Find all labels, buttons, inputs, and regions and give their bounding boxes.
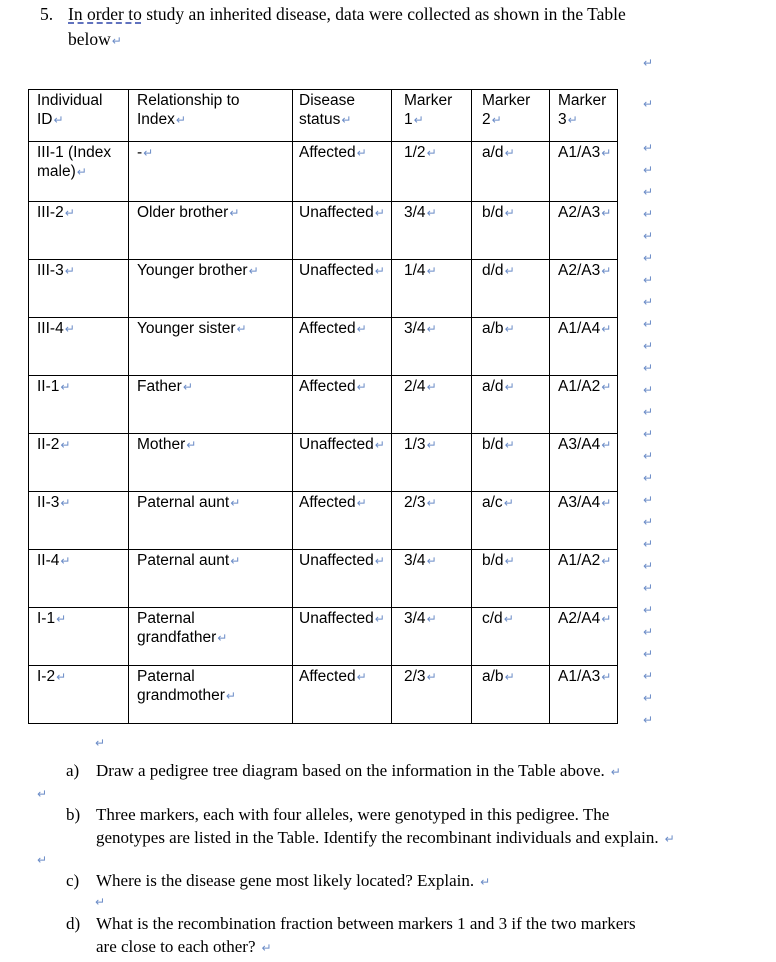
return-mark-icon: ↵ xyxy=(413,113,424,127)
return-mark-icon: ↵ xyxy=(53,113,64,127)
subquestion-text xyxy=(96,759,621,784)
return-mark-icon: ↵ xyxy=(64,264,75,278)
return-mark-icon: ↵ xyxy=(356,380,367,394)
return-mark-icon: ↵ xyxy=(374,612,385,626)
cell-text: a/d xyxy=(482,378,504,395)
header-text: Marker xyxy=(404,92,453,109)
cell-text: Affected xyxy=(299,144,356,161)
return-mark-icon: ↵ xyxy=(64,322,75,336)
return-mark-icon: ↵ xyxy=(503,612,514,626)
return-mark-icon: ↵ xyxy=(217,631,228,645)
cell-disease-status xyxy=(293,550,392,608)
return-mark-icon: ↵ xyxy=(426,380,437,394)
cell-text: Older brother xyxy=(137,204,229,221)
subquestion-line: Where is the disease gene most likely located? Explain. xyxy=(96,871,475,890)
cell-marker-3 xyxy=(550,142,618,202)
header-text: Relationship to xyxy=(137,92,240,109)
cell-text: 1/4 xyxy=(404,262,426,279)
header-text: Disease xyxy=(299,92,355,109)
return-mark-icon: ↵ xyxy=(95,895,106,909)
cell-text: III-2 xyxy=(37,204,64,221)
header-text: Individual xyxy=(37,92,103,109)
cell-text: Mother xyxy=(137,436,186,453)
return-mark-icon: ↵ xyxy=(230,554,241,568)
cell-text: III-3 xyxy=(37,262,64,279)
cell-marker-3 xyxy=(550,550,618,608)
cell-disease-status xyxy=(293,202,392,260)
return-mark-icon: ↵ xyxy=(426,670,437,684)
cell-marker-1 xyxy=(392,260,472,318)
return-mark-icon: ↵ xyxy=(504,206,515,220)
return-mark-icon: ↵ xyxy=(643,317,654,331)
cell-text: 2/4 xyxy=(404,378,426,395)
cell-individual-id xyxy=(29,142,129,202)
return-mark-icon: ↵ xyxy=(426,206,437,220)
cell-disease-status xyxy=(293,492,392,550)
cell-text: A2/A3 xyxy=(558,204,601,221)
cell-relationship xyxy=(129,260,293,318)
cell-marker-3 xyxy=(550,608,618,666)
return-mark-icon: ↵ xyxy=(175,113,186,127)
return-mark-icon: ↵ xyxy=(643,229,654,243)
column-header xyxy=(29,90,129,142)
cell-marker-2 xyxy=(472,260,550,318)
cell-marker-2 xyxy=(472,666,550,724)
return-mark-icon: ↵ xyxy=(664,832,675,846)
return-mark-icon: ↵ xyxy=(182,380,193,394)
return-mark-icon: ↵ xyxy=(643,295,654,309)
subquestion-line: Draw a pedigree tree diagram based on the information in the Table above. xyxy=(96,761,605,780)
subquestion-text xyxy=(96,912,636,960)
header-text: 1 xyxy=(404,111,413,128)
return-mark-icon: ↵ xyxy=(601,554,612,568)
spellcheck-underlined-text: In order to xyxy=(68,4,142,24)
return-mark-icon: ↵ xyxy=(601,612,612,626)
cell-text: A3/A4 xyxy=(558,436,601,453)
cell-text: Unaffected xyxy=(299,436,374,453)
cell-text: A1/A4 xyxy=(558,320,601,337)
return-mark-icon: ↵ xyxy=(426,146,437,160)
return-mark-icon: ↵ xyxy=(643,97,654,111)
cell-marker-1 xyxy=(392,666,472,724)
return-mark-icon: ↵ xyxy=(374,206,385,220)
cell-marker-2 xyxy=(472,142,550,202)
cell-individual-id xyxy=(29,202,129,260)
return-mark-icon: ↵ xyxy=(56,612,67,626)
subquestion-text xyxy=(96,869,490,894)
subquestion-text xyxy=(96,803,675,851)
cell-text: Paternal aunt xyxy=(137,494,230,511)
subquestion-line: are close to each other? xyxy=(96,937,256,956)
cell-individual-id xyxy=(29,318,129,376)
cell-disease-status xyxy=(293,376,392,434)
cell-marker-3 xyxy=(550,492,618,550)
table-row xyxy=(29,608,618,666)
cell-text: Affected xyxy=(299,494,356,511)
cell-text: II-3 xyxy=(37,494,60,511)
cell-text: III-1 (Index xyxy=(37,144,112,161)
cell-marker-2 xyxy=(472,492,550,550)
cell-text: Unaffected xyxy=(299,262,374,279)
return-mark-icon: ↵ xyxy=(356,322,367,336)
header-text: 3 xyxy=(558,111,567,128)
return-mark-icon: ↵ xyxy=(643,669,654,683)
subquestion-label: d) xyxy=(66,914,81,933)
header-text: ID xyxy=(37,111,53,128)
cell-text: 2/3 xyxy=(404,494,426,511)
subquestion-line: What is the recombination fraction between markers 1 and 3 if the two markers xyxy=(96,914,636,933)
return-mark-icon: ↵ xyxy=(643,581,654,595)
subquestion-label: c) xyxy=(66,871,80,890)
return-mark-icon: ↵ xyxy=(643,56,654,70)
cell-relationship xyxy=(129,492,293,550)
cell-individual-id xyxy=(29,376,129,434)
question-line-2 xyxy=(68,27,122,53)
cell-relationship xyxy=(129,202,293,260)
cell-marker-3 xyxy=(550,434,618,492)
cell-relationship xyxy=(129,666,293,724)
column-header xyxy=(293,90,392,142)
return-mark-icon: ↵ xyxy=(643,647,654,661)
return-mark-icon: ↵ xyxy=(491,113,502,127)
cell-text: a/c xyxy=(482,494,503,511)
return-mark-icon: ↵ xyxy=(504,264,515,278)
cell-text: Unaffected xyxy=(299,204,374,221)
return-mark-icon: ↵ xyxy=(610,765,621,779)
return-mark-icon: ↵ xyxy=(60,380,71,394)
cell-marker-3 xyxy=(550,318,618,376)
return-mark-icon: ↵ xyxy=(56,670,67,684)
return-mark-icon: ↵ xyxy=(341,113,352,127)
return-mark-icon: ↵ xyxy=(261,941,272,955)
return-mark-icon: ↵ xyxy=(374,554,385,568)
return-mark-icon: ↵ xyxy=(643,251,654,265)
return-mark-icon: ↵ xyxy=(643,141,654,155)
cell-text: - xyxy=(137,144,143,161)
return-mark-icon: ↵ xyxy=(643,625,654,639)
return-mark-icon: ↵ xyxy=(643,449,654,463)
cell-text: II-2 xyxy=(37,436,60,453)
genotype-table xyxy=(28,89,618,724)
cell-text: II-4 xyxy=(37,552,60,569)
return-mark-icon: ↵ xyxy=(111,34,122,48)
cell-individual-id xyxy=(29,492,129,550)
table-row xyxy=(29,318,618,376)
return-mark-icon: ↵ xyxy=(225,689,236,703)
return-mark-icon: ↵ xyxy=(356,670,367,684)
cell-marker-3 xyxy=(550,202,618,260)
return-mark-icon: ↵ xyxy=(374,264,385,278)
return-mark-icon: ↵ xyxy=(504,670,515,684)
return-mark-icon: ↵ xyxy=(64,206,75,220)
cell-text: a/d xyxy=(482,144,504,161)
subquestion-label: a) xyxy=(66,761,80,780)
cell-text: Paternal xyxy=(137,610,195,627)
return-mark-icon: ↵ xyxy=(601,670,612,684)
return-mark-icon: ↵ xyxy=(567,113,578,127)
cell-disease-status xyxy=(293,260,392,318)
return-mark-icon: ↵ xyxy=(426,438,437,452)
return-mark-icon: ↵ xyxy=(643,713,654,727)
return-mark-icon: ↵ xyxy=(37,787,48,801)
return-mark-icon: ↵ xyxy=(426,322,437,336)
return-mark-icon: ↵ xyxy=(601,206,612,220)
cell-text: Paternal aunt xyxy=(137,552,230,569)
return-mark-icon: ↵ xyxy=(480,875,491,889)
header-text: status xyxy=(299,111,341,128)
return-mark-icon: ↵ xyxy=(643,273,654,287)
header-text: Index xyxy=(137,111,175,128)
cell-marker-1 xyxy=(392,550,472,608)
subquestion-line: Three markers, each with four alleles, were genotyped in this pedigree. The xyxy=(96,805,610,824)
cell-text: I-2 xyxy=(37,668,56,685)
cell-relationship xyxy=(129,318,293,376)
cell-marker-1 xyxy=(392,434,472,492)
return-mark-icon: ↵ xyxy=(643,207,654,221)
cell-marker-1 xyxy=(392,608,472,666)
cell-text: b/d xyxy=(482,204,504,221)
cell-text: Unaffected xyxy=(299,552,374,569)
cell-text: Unaffected xyxy=(299,610,374,627)
return-mark-icon: ↵ xyxy=(503,496,514,510)
cell-text: A1/A3 xyxy=(558,144,601,161)
cell-text: a/b xyxy=(482,320,504,337)
cell-disease-status xyxy=(293,318,392,376)
column-header xyxy=(472,90,550,142)
cell-text: 1/2 xyxy=(404,144,426,161)
return-mark-icon: ↵ xyxy=(504,146,515,160)
question-number: 5. xyxy=(40,4,54,24)
question-line-1-rest: study an inherited disease, data were collected as shown in the Table xyxy=(141,4,626,24)
cell-individual-id xyxy=(29,608,129,666)
cell-marker-2 xyxy=(472,608,550,666)
cell-marker-1 xyxy=(392,142,472,202)
return-mark-icon: ↵ xyxy=(248,264,259,278)
cell-disease-status xyxy=(293,608,392,666)
cell-marker-3 xyxy=(550,666,618,724)
cell-text: b/d xyxy=(482,552,504,569)
return-mark-icon: ↵ xyxy=(643,603,654,617)
cell-text: 3/4 xyxy=(404,204,426,221)
return-mark-icon: ↵ xyxy=(601,146,612,160)
cell-text: 2/3 xyxy=(404,668,426,685)
table-row xyxy=(29,492,618,550)
cell-disease-status xyxy=(293,434,392,492)
cell-text: d/d xyxy=(482,262,504,279)
return-mark-icon: ↵ xyxy=(426,612,437,626)
column-header xyxy=(129,90,293,142)
cell-text: A2/A4 xyxy=(558,610,601,627)
table-row xyxy=(29,550,618,608)
cell-marker-2 xyxy=(472,550,550,608)
return-mark-icon: ↵ xyxy=(426,264,437,278)
cell-marker-1 xyxy=(392,202,472,260)
table-row xyxy=(29,434,618,492)
return-mark-icon: ↵ xyxy=(186,438,197,452)
return-mark-icon: ↵ xyxy=(76,165,87,179)
return-mark-icon: ↵ xyxy=(236,322,247,336)
return-mark-icon: ↵ xyxy=(643,405,654,419)
cell-marker-2 xyxy=(472,202,550,260)
return-mark-icon: ↵ xyxy=(643,163,654,177)
cell-relationship xyxy=(129,376,293,434)
subquestion-label: b) xyxy=(66,805,81,824)
column-header xyxy=(550,90,618,142)
cell-text: 3/4 xyxy=(404,320,426,337)
return-mark-icon: ↵ xyxy=(643,383,654,397)
table-row xyxy=(29,376,618,434)
cell-text: II-1 xyxy=(37,378,60,395)
column-header xyxy=(392,90,472,142)
return-mark-icon: ↵ xyxy=(643,471,654,485)
cell-individual-id xyxy=(29,260,129,318)
cell-text: A3/A4 xyxy=(558,494,601,511)
return-mark-icon: ↵ xyxy=(229,206,240,220)
return-mark-icon: ↵ xyxy=(643,537,654,551)
cell-text: A1/A2 xyxy=(558,552,601,569)
cell-text: 1/3 xyxy=(404,436,426,453)
return-mark-icon: ↵ xyxy=(601,322,612,336)
return-mark-icon: ↵ xyxy=(37,853,48,867)
cell-marker-2 xyxy=(472,434,550,492)
cell-text: 3/4 xyxy=(404,552,426,569)
cell-relationship xyxy=(129,550,293,608)
cell-marker-1 xyxy=(392,376,472,434)
return-mark-icon: ↵ xyxy=(643,691,654,705)
cell-text: a/b xyxy=(482,668,504,685)
cell-individual-id xyxy=(29,434,129,492)
return-mark-icon: ↵ xyxy=(143,146,154,160)
return-mark-icon: ↵ xyxy=(504,554,515,568)
return-mark-icon: ↵ xyxy=(60,438,71,452)
return-mark-icon: ↵ xyxy=(601,380,612,394)
return-mark-icon: ↵ xyxy=(643,185,654,199)
cell-text: Affected xyxy=(299,320,356,337)
cell-relationship xyxy=(129,608,293,666)
cell-text: male) xyxy=(37,163,76,180)
return-mark-icon: ↵ xyxy=(426,496,437,510)
cell-marker-3 xyxy=(550,376,618,434)
cell-marker-1 xyxy=(392,318,472,376)
return-mark-icon: ↵ xyxy=(356,146,367,160)
question-line-2-text: below xyxy=(68,29,111,49)
cell-marker-2 xyxy=(472,318,550,376)
cell-text: Father xyxy=(137,378,182,395)
table-row xyxy=(29,142,618,202)
cell-text: A1/A2 xyxy=(558,378,601,395)
cell-text: Affected xyxy=(299,378,356,395)
return-mark-icon: ↵ xyxy=(60,554,71,568)
cell-text: grandfather xyxy=(137,629,217,646)
cell-text: Paternal xyxy=(137,668,195,685)
cell-individual-id xyxy=(29,550,129,608)
return-mark-icon: ↵ xyxy=(504,380,515,394)
return-mark-icon: ↵ xyxy=(504,322,515,336)
cell-marker-2 xyxy=(472,376,550,434)
cell-disease-status xyxy=(293,666,392,724)
cell-text: b/d xyxy=(482,436,504,453)
return-mark-icon: ↵ xyxy=(601,438,612,452)
cell-text: A2/A3 xyxy=(558,262,601,279)
return-mark-icon: ↵ xyxy=(356,496,367,510)
return-mark-icon: ↵ xyxy=(643,559,654,573)
return-mark-icon: ↵ xyxy=(60,496,71,510)
return-mark-icon: ↵ xyxy=(230,496,241,510)
return-mark-icon: ↵ xyxy=(643,493,654,507)
question-line-1 xyxy=(68,2,626,26)
cell-text: A1/A3 xyxy=(558,668,601,685)
cell-disease-status xyxy=(293,142,392,202)
cell-text: I-1 xyxy=(37,610,56,627)
return-mark-icon: ↵ xyxy=(643,339,654,353)
cell-individual-id xyxy=(29,666,129,724)
return-mark-icon: ↵ xyxy=(601,496,612,510)
header-text: 2 xyxy=(482,111,491,128)
return-mark-icon: ↵ xyxy=(643,427,654,441)
cell-text: Affected xyxy=(299,668,356,685)
return-mark-icon: ↵ xyxy=(643,515,654,529)
cell-text: c/d xyxy=(482,610,503,627)
cell-relationship xyxy=(129,142,293,202)
return-mark-icon: ↵ xyxy=(601,264,612,278)
return-mark-icon: ↵ xyxy=(426,554,437,568)
cell-text: Younger sister xyxy=(137,320,236,337)
cell-marker-1 xyxy=(392,492,472,550)
return-mark-icon: ↵ xyxy=(374,438,385,452)
return-mark-icon: ↵ xyxy=(643,361,654,375)
return-mark-icon: ↵ xyxy=(95,736,106,750)
cell-text: Younger brother xyxy=(137,262,248,279)
subquestion-line: genotypes are listed in the Table. Identify the recombinant individuals and explain. xyxy=(96,828,659,847)
return-mark-icon: ↵ xyxy=(504,438,515,452)
header-text: Marker xyxy=(482,92,531,109)
table-row xyxy=(29,666,618,724)
cell-marker-3 xyxy=(550,260,618,318)
cell-text: 3/4 xyxy=(404,610,426,627)
cell-text: grandmother xyxy=(137,687,225,704)
table-row xyxy=(29,202,618,260)
cell-relationship xyxy=(129,434,293,492)
header-text: Marker xyxy=(558,92,607,109)
table-header-row xyxy=(29,90,618,142)
table-row xyxy=(29,260,618,318)
cell-text: III-4 xyxy=(37,320,64,337)
